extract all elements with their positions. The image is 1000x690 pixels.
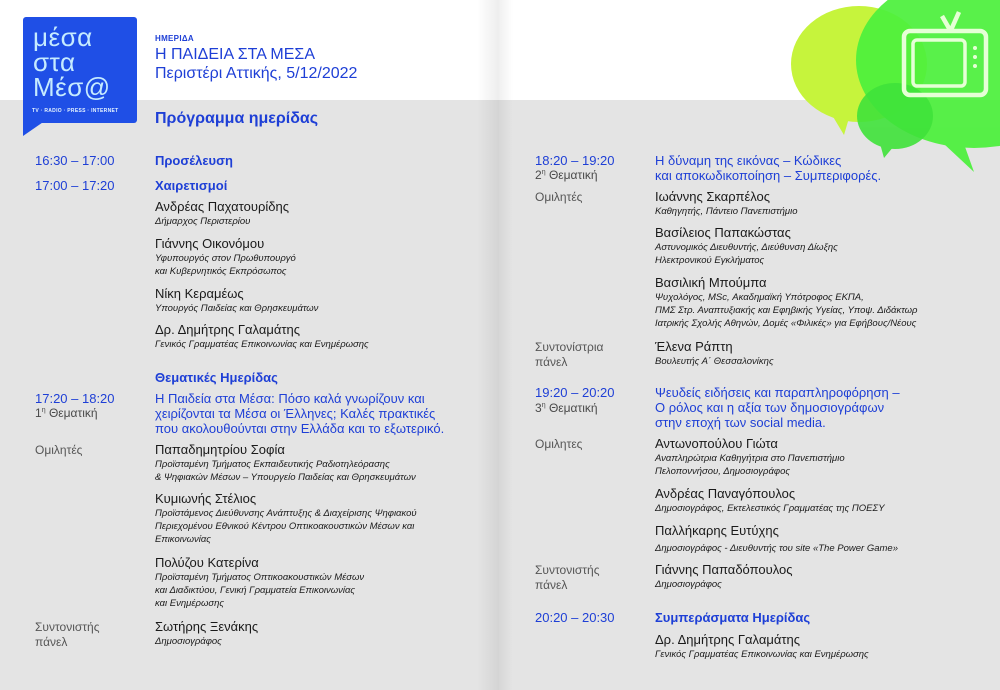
theme-title-line: που ακολουθούνται στην Ελλάδα και το εξωτερικό. (155, 421, 445, 436)
person-role: και Κυβερνητικός Εκπρόσωπος (155, 266, 287, 277)
person-role: Βουλευτής Α΄ Θεσσαλονίκης (655, 356, 774, 367)
person-role: Αναπληρώτρια Καθηγήτρια στο Πανεπιστήμιο (655, 453, 845, 464)
moderator-label-line: Συντονιστής (35, 620, 100, 634)
greeting-person (155, 286, 318, 315)
theme-ordinal: η (541, 402, 546, 409)
person-role: Ηλεκτρονικού Εγκλήματος (655, 255, 765, 266)
theme-title-line: και αποκωδικοποίηση – Συμπεριφορές. (655, 168, 882, 183)
theme-title-line: χειρίζονται τα Μέσα οι Έλληνες; Καλές πρακτικές (155, 406, 436, 421)
person-role: Περιεχομένου Εθνικού Κέντρου Οπτικοακουστικών Μέσων και (155, 521, 415, 532)
person-role: Επικοινωνίας (155, 534, 211, 545)
theme2-title (655, 153, 881, 183)
spine-shadow (499, 0, 513, 690)
person-role: Δημοσιογράφος (155, 636, 222, 647)
logo-line-3: Μέσ@ (33, 72, 111, 102)
person-name: Ανδρέας Παναγόπουλος (655, 486, 796, 501)
person-role: Δημοσιογράφος (655, 579, 722, 590)
moderator-label (535, 563, 600, 593)
logo-tagline: TV · RADIO · PRESS · INTERNET (32, 108, 119, 114)
person-name: Δρ. Δημήτρης Γαλαμάτης (655, 632, 800, 647)
person-role: Προϊσταμένη Τμήματος Εκπαιδευτικής Ραδιοτηλεόρασης (155, 459, 390, 470)
logo-line-1: μέσα (33, 22, 93, 52)
person-role: Γενικός Γραμματέας Επικοινωνίας και Ενημέρωσης (155, 339, 369, 350)
moderator-label-line: πάνελ (35, 635, 68, 649)
greetings-time: 17:00 – 17:20 (35, 178, 115, 193)
person-role: Ιατρικής Σχολής Αθηνών, Δομές «Φιλικές» για Εφήβους/Νέους (655, 318, 917, 329)
theme-number: 3 (535, 401, 542, 415)
theme-title-line: Ο ρόλος και η αξία των δημοσιογράφων (655, 400, 885, 415)
moderator-label-line: Συντονιστής (535, 563, 600, 577)
header-band (499, 0, 1000, 100)
person-name: Σωτήρης Ξενάκης (155, 619, 259, 634)
theme1-title (155, 391, 444, 436)
person-role: Δήμαρχος Περιστερίου (155, 216, 251, 227)
theme-ordinal: η (541, 169, 546, 176)
person-role: και Ενημέρωσης (155, 598, 225, 609)
event-title: Η ΠΑΙΔΕΙΑ ΣΤΑ ΜΕΣΑ (155, 46, 315, 63)
greeting-person (155, 236, 296, 278)
person-name: Έλενα Ράπτη (655, 339, 733, 354)
theme-title-line: Η Παιδεία στα Μέσα: Πόσο καλά γνωρίζουν και (155, 391, 425, 406)
theme-number: 2 (535, 168, 542, 182)
theme-title-line: Η δύναμη της εικόνας – Κώδικες (655, 153, 842, 168)
greetings-title: Χαιρετισμοί (155, 178, 228, 193)
speaker (155, 491, 417, 546)
person-role: Δημοσιογράφος - Διευθυντής του site «The Power Game» (655, 543, 898, 554)
person-role: ΠΜΣ Στρ. Αναπτυξιακής και Εφηβικής Υγείας, Υποψ. Διδάκτωρ (655, 305, 918, 316)
moderator-label (35, 620, 100, 650)
speaker (655, 189, 798, 218)
conclusions-time: 20:20 – 20:30 (535, 610, 615, 625)
logo-speech-tail (23, 118, 49, 136)
theme-ordinal: η (41, 407, 46, 414)
moderator-label-line: Συντονίστρια (535, 340, 604, 354)
right-page (499, 0, 1000, 690)
spine-shadow (477, 0, 499, 690)
person-name: Γιάννης Οικονόμου (155, 236, 265, 251)
theme-title-line: στην εποχή των social media. (655, 415, 826, 430)
person-name: Παλλήκαρης Ευτύχης (655, 523, 779, 538)
moderator-label (535, 340, 603, 370)
person-role: & Ψηφιακών Μέσων – Υπουργείο Παιδείας και Θρησκευμάτων (155, 472, 416, 483)
arrival-title: Προσέλευση (155, 153, 233, 168)
person-role: Προϊστάμενος Διεύθυνσης Ανάπτυξης & Διαχείρισης Ψηφιακού (155, 508, 417, 519)
moderator-label-line: πάνελ (535, 355, 568, 369)
person-name: Κυμιωνής Στέλιος (155, 491, 257, 506)
theme-word: Θεματική (548, 401, 598, 415)
person-name: Βασίλειος Παπακώστας (655, 225, 791, 240)
speaker (655, 225, 838, 267)
person-role: Καθηγητής, Πάντειο Πανεπιστήμιο (655, 206, 798, 217)
person-name: Ανδρέας Παχατουρίδης (155, 199, 289, 214)
moderator (655, 339, 774, 368)
person-role: Αστυνομικός Διευθυντής, Διεύθυνση Δίωξης (655, 242, 838, 253)
theme-word: Θεματική (548, 168, 598, 182)
person-name: Πολύζου Κατερίνα (155, 555, 259, 570)
conclusions-title: Συμπεράσματα Ημερίδας (655, 610, 811, 625)
theme-title-line: Ψευδείς ειδήσεις και παραπληροφόρηση – (655, 385, 900, 400)
speakers-label: Ομιλητες (535, 437, 583, 451)
left-page (0, 0, 499, 690)
person-role: και Διαδικτύου, Γενική Γραμματεία Επικοινωνίας (155, 585, 356, 596)
person-name: Παπαδημητρίου Σοφία (155, 442, 285, 457)
speaker (655, 436, 845, 478)
logo-line-2: στα (33, 47, 76, 77)
person-name: Βασιλική Μπούμπα (655, 275, 767, 290)
person-role: Πελοποννήσου, Δημοσιογράφος (655, 466, 790, 477)
person-role: Γενικός Γραμματέας Επικοινωνίας και Ενημέρωσης (655, 649, 869, 660)
person-role: Υπουργός Παιδείας και Θρησκευμάτων (155, 303, 319, 314)
theme2-time: 18:20 – 19:20 (535, 153, 615, 168)
theme3-title (655, 385, 900, 430)
person-name: Γιάννης Παπαδόπουλος (655, 562, 793, 577)
speaker (155, 555, 364, 610)
event-kicker: ΗΜΕΡΙΔΑ (155, 34, 194, 43)
theme1-time: 17:20 – 18:20 (35, 391, 115, 406)
moderator-label-line: πάνελ (535, 578, 568, 592)
person-role: Δημοσιογράφος, Εκτελεστικός Γραμματέας της ΠΟΕΣΥ (655, 503, 885, 514)
conclusions-person (655, 632, 869, 661)
moderator (155, 619, 258, 648)
event-location-date: Περιστέρι Αττικής, 5/12/2022 (155, 65, 358, 82)
person-name: Αντωνοπούλου Γιώτα (655, 436, 778, 451)
speaker (655, 275, 917, 330)
person-name: Ιωάννης Σκαρπέλος (655, 189, 771, 204)
speaker (655, 486, 885, 515)
speakers-label: Ομιλητές (535, 190, 583, 204)
speakers-label: Ομιλητές (35, 443, 83, 457)
greeting-person (155, 322, 369, 351)
arrival-time: 16:30 – 17:00 (35, 153, 115, 168)
theme-number: 1 (35, 406, 42, 420)
person-name: Δρ. Δημήτρης Γαλαμάτης (155, 322, 300, 337)
person-role: Προϊσταμένη Τμήματος Οπτικοακουστικών Μέσων (155, 572, 365, 583)
speaker (155, 442, 416, 484)
theme-word: Θεματική (48, 406, 98, 420)
logo (23, 17, 137, 123)
person-name: Νίκη Κεραμέως (155, 286, 244, 301)
theme1-label (35, 406, 98, 420)
theme3-label (535, 401, 598, 415)
moderator (655, 562, 793, 591)
greeting-person (155, 199, 289, 228)
program-title: Πρόγραμμα ημερίδας (155, 110, 319, 127)
person-role: Υφυπουργός στον Πρωθυπουργό (155, 253, 296, 264)
theme3-time: 19:20 – 20:20 (535, 385, 615, 400)
themes-heading: Θεματικές Ημερίδας (155, 370, 278, 385)
theme2-label (535, 168, 598, 182)
person-role: Ψυχολόγος, MSc, Ακαδημαϊκή Υπότροφος ΕΚΠΑ, (655, 292, 864, 303)
speaker (655, 523, 898, 555)
